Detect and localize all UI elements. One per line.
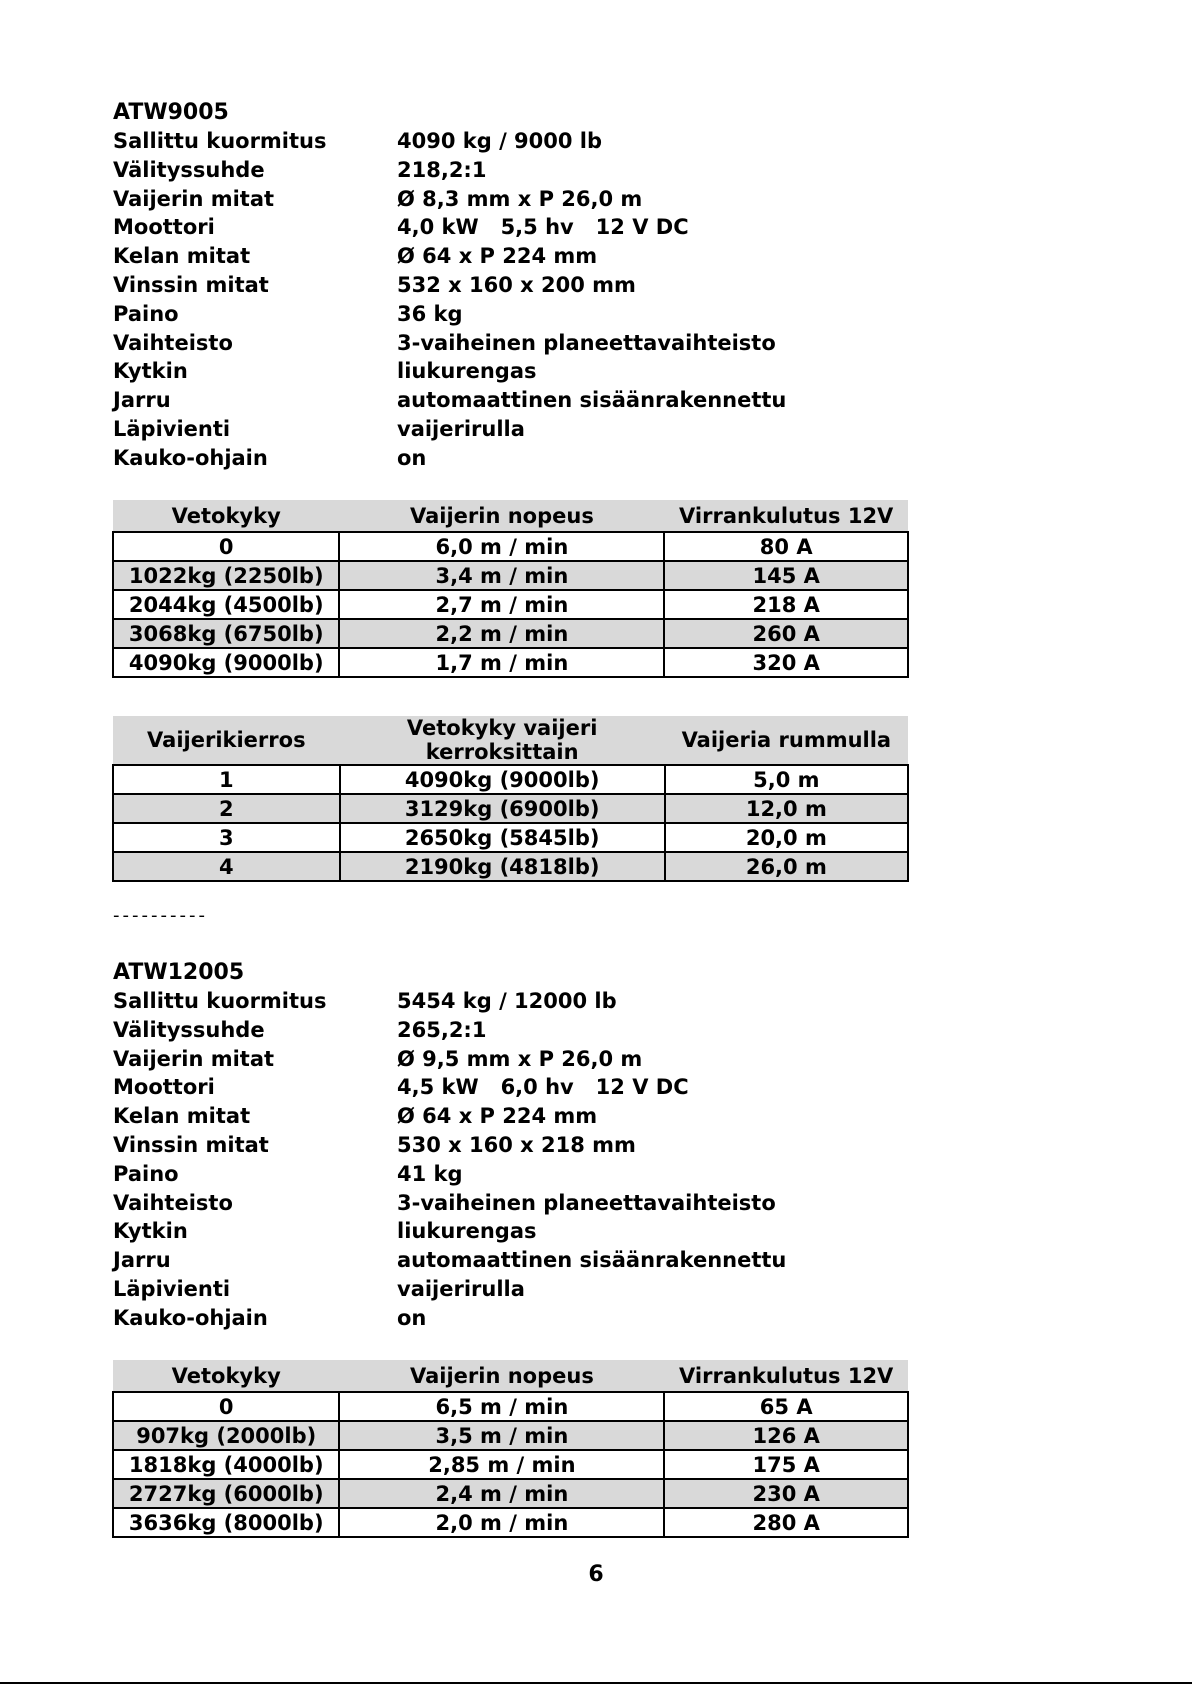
spec-value: 36 kg	[397, 301, 463, 326]
spec-label: Vaijerin mitat	[113, 1046, 275, 1071]
column-header: Vaijerikierros	[113, 716, 340, 765]
table-header-row	[113, 1360, 908, 1392]
spec-row	[113, 242, 913, 271]
page-number: 6	[588, 1562, 604, 1587]
table-cell: 218 A	[664, 590, 908, 619]
spec-value: automaattinen sisäänrakennettu	[397, 388, 787, 413]
column-header: Vetokyky	[113, 1360, 339, 1392]
table-cell: 320 A	[664, 648, 908, 677]
spec-label: Sallittu kuormitus	[113, 129, 327, 153]
table-cell: 2727kg (6000lb)	[113, 1479, 339, 1508]
performance-table	[112, 1360, 909, 1538]
table-cell: 145 A	[664, 561, 908, 590]
table-cell: 3	[113, 823, 340, 852]
table-cell: 1818kg (4000lb)	[113, 1450, 339, 1479]
table-header-row	[113, 500, 908, 532]
spec-label: Vinssin mitat	[113, 1132, 269, 1157]
spec-label: Jarru	[113, 1248, 171, 1273]
spec-value: 265,2:1	[397, 1017, 487, 1042]
column-header: Vaijerin nopeus	[339, 500, 664, 532]
table-cell: 230 A	[664, 1479, 908, 1508]
spec-value: 41 kg	[397, 1161, 463, 1186]
spec-value: Ø 64 x P 224 mm	[397, 244, 598, 269]
spec-value: 4,5 kW 6,0 hv 12 V DC	[397, 1075, 689, 1100]
spec-value: 3-vaiheinen planeettavaihteisto	[397, 330, 776, 355]
spec-value: 5454 kg / 12000 lb	[397, 989, 617, 1013]
table-cell: 4	[113, 852, 340, 881]
spec-value: automaattinen sisäänrakennettu	[397, 1248, 787, 1273]
spec-row	[113, 1131, 913, 1160]
spec-label: Vaihteisto	[113, 1190, 233, 1215]
spec-row	[113, 444, 913, 473]
spec-label: Välityssuhde	[113, 1017, 265, 1042]
table-cell: 126 A	[664, 1421, 908, 1450]
spec-row	[113, 1016, 913, 1045]
spec-row	[113, 156, 913, 185]
performance-table	[112, 500, 909, 678]
spec-label: Kauko-ohjain	[113, 445, 268, 470]
table-cell: 2,0 m / min	[339, 1508, 664, 1537]
section-separator: ----------	[113, 905, 208, 926]
spec-label: Moottori	[113, 1075, 215, 1100]
table-row	[113, 823, 908, 852]
spec-label: Kauko-ohjain	[113, 1305, 268, 1330]
table-cell: 6,5 m / min	[339, 1392, 664, 1421]
table-cell: 1,7 m / min	[339, 648, 664, 677]
table-row	[113, 532, 908, 561]
column-header: Vetokyky vaijeri kerroksittain	[340, 716, 665, 765]
spec-row	[113, 1073, 913, 1102]
bottom-rule	[0, 1682, 1192, 1684]
spec-row	[113, 1275, 913, 1304]
column-header: Vetokyky	[113, 500, 339, 532]
table-cell: 1022kg (2250lb)	[113, 561, 339, 590]
model-section-atw12005	[113, 959, 913, 1333]
spec-label: Vaihteisto	[113, 330, 233, 355]
table-cell: 12,0 m	[665, 794, 908, 823]
table-cell: 2190kg (4818lb)	[340, 852, 665, 881]
spec-row	[113, 357, 913, 386]
table-cell: 5,0 m	[665, 765, 908, 794]
table-cell: 80 A	[664, 532, 908, 561]
model-section-atw9005	[113, 99, 913, 473]
spec-value: 532 x 160 x 200 mm	[397, 272, 636, 297]
table-cell: 3,5 m / min	[339, 1421, 664, 1450]
spec-row	[113, 386, 913, 415]
spec-label: Sallittu kuormitus	[113, 989, 327, 1013]
spec-label: Kytkin	[113, 359, 188, 384]
table-cell: 65 A	[664, 1392, 908, 1421]
table-cell: 3,4 m / min	[339, 561, 664, 590]
table-cell: 4090kg (9000lb)	[340, 765, 665, 794]
spec-label: Välityssuhde	[113, 157, 265, 182]
table-row	[113, 1508, 908, 1537]
spec-label: Vaijerin mitat	[113, 186, 275, 211]
spec-label: Kytkin	[113, 1219, 188, 1244]
spec-row	[113, 1246, 913, 1275]
table-cell: 2	[113, 794, 340, 823]
table-cell: 2044kg (4500lb)	[113, 590, 339, 619]
spec-label: Paino	[113, 301, 179, 326]
spec-value: 530 x 160 x 218 mm	[397, 1132, 636, 1157]
spec-row	[113, 329, 913, 358]
table-cell: 907kg (2000lb)	[113, 1421, 339, 1450]
spec-label: Läpivienti	[113, 1276, 231, 1301]
table-cell: 175 A	[664, 1450, 908, 1479]
spec-label: Paino	[113, 1161, 179, 1186]
table-cell: 0	[113, 1392, 339, 1421]
spec-label: Kelan mitat	[113, 244, 251, 269]
spec-row	[113, 1217, 913, 1246]
table-row	[113, 765, 908, 794]
spec-value: vaijerirulla	[397, 1276, 525, 1301]
spec-value: liukurengas	[397, 359, 537, 384]
table-row	[113, 852, 908, 881]
column-header: Vaijerin nopeus	[339, 1360, 664, 1392]
table-row	[113, 1450, 908, 1479]
table-row	[113, 1421, 908, 1450]
spec-value: 4090 kg / 9000 lb	[397, 129, 603, 153]
spec-row	[113, 271, 913, 300]
spec-value: Ø 8,3 mm x P 26,0 m	[397, 186, 643, 211]
spec-row	[113, 415, 913, 444]
spec-value: 218,2:1	[397, 157, 487, 182]
spec-row	[113, 127, 913, 156]
spec-value: liukurengas	[397, 1219, 537, 1244]
table-row	[113, 1392, 908, 1421]
table-cell: 280 A	[664, 1508, 908, 1537]
layer-table	[112, 716, 909, 882]
table-cell: 3068kg (6750lb)	[113, 619, 339, 648]
table-row	[113, 648, 908, 677]
spec-row	[113, 1045, 913, 1074]
table-cell: 2,2 m / min	[339, 619, 664, 648]
spec-row	[113, 1304, 913, 1333]
column-header: Virrankulutus 12V	[664, 1360, 908, 1392]
table-row	[113, 619, 908, 648]
table-cell: 20,0 m	[665, 823, 908, 852]
table-cell: 2,4 m / min	[339, 1479, 664, 1508]
spec-row	[113, 1189, 913, 1218]
table-header-row	[113, 716, 908, 765]
table-row	[113, 590, 908, 619]
spec-value: vaijerirulla	[397, 416, 525, 441]
table-cell: 2650kg (5845lb)	[340, 823, 665, 852]
column-header: Virrankulutus 12V	[664, 500, 908, 532]
spec-value: 4,0 kW 5,5 hv 12 V DC	[397, 215, 689, 240]
spec-value: on	[397, 445, 427, 470]
table-cell: 0	[113, 532, 339, 561]
table-row	[113, 561, 908, 590]
spec-row	[113, 987, 913, 1016]
spec-label: Kelan mitat	[113, 1104, 251, 1129]
spec-label: Jarru	[113, 388, 171, 413]
column-header: Vaijeria rummulla	[665, 716, 908, 765]
spec-label: Moottori	[113, 215, 215, 240]
spec-row	[113, 1102, 913, 1131]
table-cell: 1	[113, 765, 340, 794]
spec-row	[113, 1160, 913, 1189]
spec-row	[113, 213, 913, 242]
table-row	[113, 1479, 908, 1508]
table-cell: 4090kg (9000lb)	[113, 648, 339, 677]
model-title: ATW12005	[113, 960, 245, 985]
spec-row	[113, 185, 913, 214]
table-cell: 2,7 m / min	[339, 590, 664, 619]
table-cell: 3636kg (8000lb)	[113, 1508, 339, 1537]
spec-value: Ø 64 x P 224 mm	[397, 1104, 598, 1129]
spec-row	[113, 300, 913, 329]
table-cell: 3129kg (6900lb)	[340, 794, 665, 823]
model-title: ATW9005	[113, 100, 229, 125]
table-cell: 6,0 m / min	[339, 532, 664, 561]
spec-value: 3-vaiheinen planeettavaihteisto	[397, 1190, 776, 1215]
spec-value: Ø 9,5 mm x P 26,0 m	[397, 1046, 643, 1071]
table-cell: 26,0 m	[665, 852, 908, 881]
table-row	[113, 794, 908, 823]
spec-label: Vinssin mitat	[113, 272, 269, 297]
spec-value: on	[397, 1305, 427, 1330]
spec-label: Läpivienti	[113, 416, 231, 441]
table-cell: 2,85 m / min	[339, 1450, 664, 1479]
table-cell: 260 A	[664, 619, 908, 648]
